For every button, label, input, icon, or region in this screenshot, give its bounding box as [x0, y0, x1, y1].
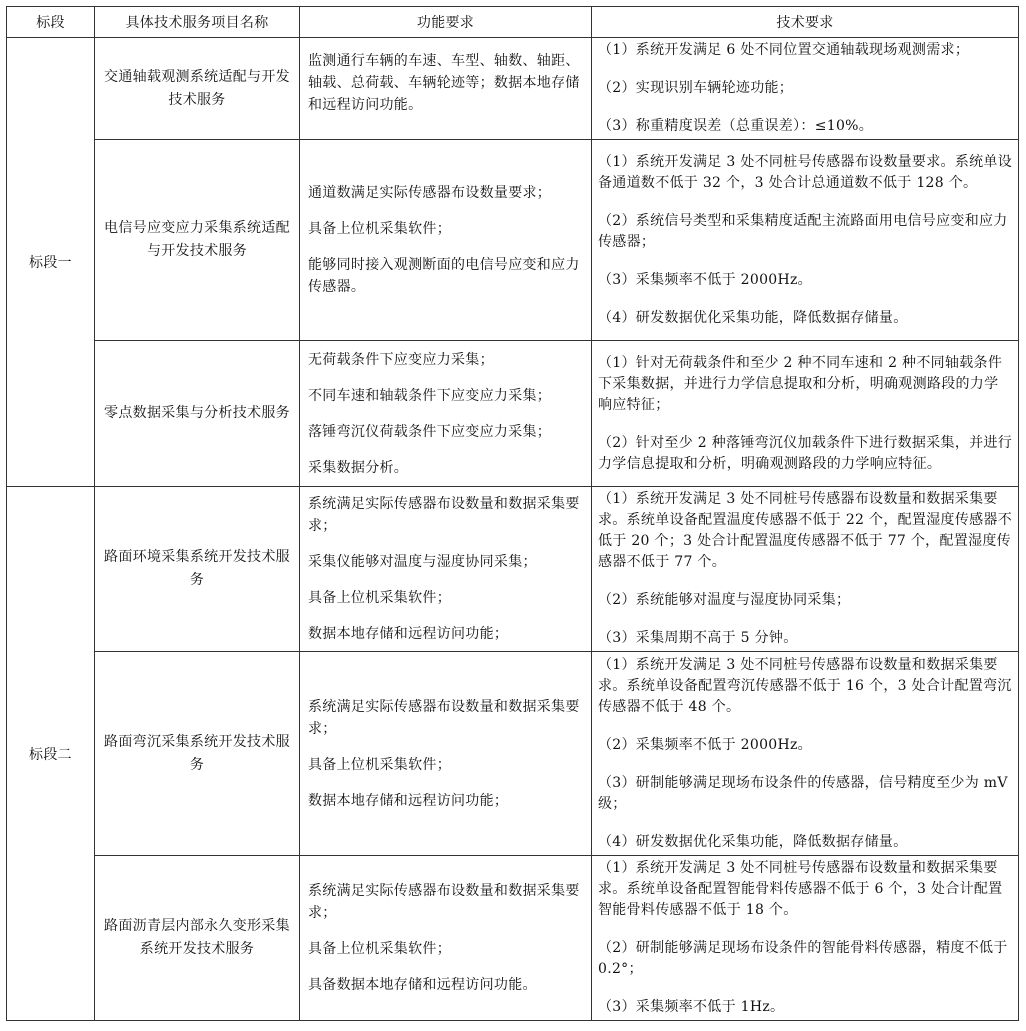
tech-item: （3）采集频率不低于 2000Hz。	[598, 271, 812, 288]
requirements-table	[6, 6, 1019, 1021]
technical-requirements	[592, 341, 1019, 487]
table-row	[7, 341, 1019, 487]
tech-item: （3）采集周期不高于 5 分钟。	[598, 630, 798, 646]
function-item: 能够同时接入观测断面的电信号应变和应力传感器。	[308, 257, 580, 295]
header-segment: 标段	[7, 7, 95, 38]
header-technical-requirements: 技术要求	[592, 7, 1019, 38]
function-requirements	[300, 140, 592, 341]
tech-item: （2）实现识别车辆轮迹功能；	[598, 80, 794, 96]
segment-label: 标段二	[7, 487, 95, 1021]
table-row	[7, 652, 1019, 856]
function-item: 采集数据分析。	[308, 459, 409, 476]
function-item: 通道数满足实际传感器布设数量要求；	[308, 185, 552, 201]
technical-requirements	[592, 38, 1019, 140]
tech-item: （1）系统开发满足 6 处不同位置交通轴载现场观测需求；	[598, 42, 970, 58]
tech-item: （2）研制能够满足现场布设条件的智能骨料传感器，精度不低于 0.2°；	[598, 940, 1008, 977]
tech-item: （4）研发数据优化采集功能，降低数据存储量。	[598, 309, 908, 326]
tech-item: （3）研制能够满足现场布设条件的传感器，信号精度至少为 mV 级；	[598, 774, 1008, 812]
function-item: 监测通行车辆的车速、车型、轴数、轴距、轴载、总荷载、车辆轮迹等；数据本地存储和远程访问功能。	[308, 53, 580, 113]
technical-requirements	[592, 856, 1019, 1021]
function-requirements	[300, 341, 592, 487]
technical-requirements	[592, 487, 1019, 652]
project-name: 路面沥青层内部永久变形采集系统开发技术服务	[95, 856, 300, 1021]
header-project-name: 具体技术服务项目名称	[95, 7, 300, 38]
tech-item: （2）针对至少 2 种落锤弯沉仪加载条件下进行数据采集，并进行力学信息提取和分析，明确观测路段的力学响应特征。	[598, 434, 1013, 472]
function-item: 具备上位机采集软件；	[308, 221, 451, 237]
tech-item: （1）系统开发满足 3 处不同桩号传感器布设数量和数据采集要求。系统单设备配置弯沉传感器不低于 16 个，3 处合计配置弯沉传感器不低于 48 个。	[598, 656, 1012, 715]
segment-label: 标段一	[7, 38, 95, 487]
tech-item: （2）系统能够对温度与湿度协同采集；	[598, 592, 851, 608]
function-item: 采集仪能够对温度与湿度协同采集；	[308, 554, 537, 570]
tech-item: （3）采集频率不低于 1Hz。	[598, 999, 785, 1015]
function-item: 具备上位机采集软件；	[308, 756, 451, 773]
function-requirements	[300, 652, 592, 856]
technical-requirements	[592, 140, 1019, 341]
function-item: 系统满足实际传感器布设数量和数据采集要求；	[308, 883, 580, 921]
function-item: 系统满足实际传感器布设数量和数据采集要求；	[308, 496, 580, 534]
table-row	[7, 487, 1019, 652]
tech-item: （4）研发数据优化采集功能，降低数据存储量。	[598, 833, 908, 850]
table-row	[7, 38, 1019, 140]
function-item: 不同车速和轴载条件下应变应力采集；	[308, 387, 552, 404]
tech-item: （1）系统开发满足 3 处不同桩号传感器布设数量要求。系统单设备通道数不低于 32 个，3 处合计总通道数不低于 128 个。	[598, 153, 1013, 191]
function-item: 具备上位机采集软件；	[308, 941, 451, 957]
tech-item: （3）称重精度误差（总重误差）：≤10%。	[598, 118, 874, 134]
table-row	[7, 856, 1019, 1021]
header-row	[7, 7, 1019, 38]
header-function-requirements: 功能要求	[300, 7, 592, 38]
function-requirements	[300, 38, 592, 140]
tech-item: （2）系统信号类型和采集精度适配主流路面用电信号应变和应力传感器；	[598, 212, 1008, 250]
function-requirements	[300, 856, 592, 1021]
function-requirements	[300, 487, 592, 652]
function-item: 具备数据本地存储和远程访问功能。	[308, 977, 537, 993]
function-item: 数据本地存储和远程访问功能；	[308, 792, 509, 809]
tech-item: （1）系统开发满足 3 处不同桩号传感器布设数量和数据采集要求。系统单设备配置温度传感器不低于 22 个，配置湿度传感器不低于 20 个；3 处合计配置温度传感器不低于 77 个，配置湿度传感器不低于 77 个。	[598, 491, 1013, 570]
tech-item: （1）针对无荷载条件和至少 2 种不同车速和 2 种不同轴载条件下采集数据，并进行力学信息提取和分析，明确观测路段的力学响应特征；	[598, 354, 1003, 413]
technical-requirements	[592, 652, 1019, 856]
project-name: 交通轴载观测系统适配与开发技术服务	[95, 38, 300, 140]
table-row	[7, 140, 1019, 341]
tech-item: （1）系统开发满足 3 处不同桩号传感器布设数量和数据采集要求。系统单设备配置智能骨料传感器不低于 6 个，3 处合计配置智能骨料传感器不低于 18 个。	[598, 860, 1003, 918]
project-name: 路面弯沉采集系统开发技术服务	[95, 652, 300, 856]
document-page	[6, 6, 1018, 1020]
function-item: 无荷载条件下应变应力采集；	[308, 351, 494, 368]
tech-item: （2）采集频率不低于 2000Hz。	[598, 736, 812, 753]
function-item: 落锤弯沉仪荷载条件下应变应力采集；	[308, 423, 552, 440]
project-name: 电信号应变应力采集系统适配与开发技术服务	[95, 140, 300, 341]
function-item: 数据本地存储和远程访问功能；	[308, 626, 509, 642]
project-name: 路面环境采集系统开发技术服务	[95, 487, 300, 652]
project-name: 零点数据采集与分析技术服务	[95, 341, 300, 487]
function-item: 具备上位机采集软件；	[308, 590, 451, 606]
function-item: 系统满足实际传感器布设数量和数据采集要求；	[308, 698, 580, 737]
